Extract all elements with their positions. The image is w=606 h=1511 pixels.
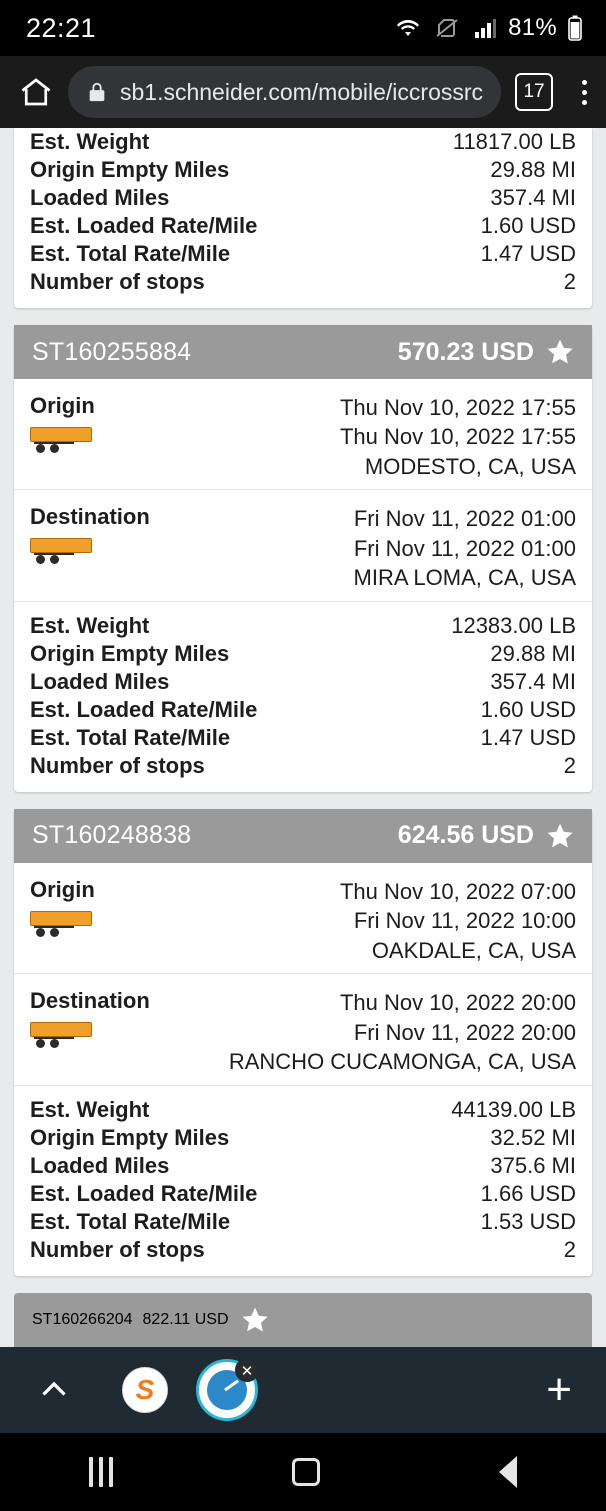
metric-value: 375.6 MI <box>490 1152 576 1178</box>
destination-time-late: Fri Nov 11, 2022 20:00 <box>353 1019 576 1045</box>
metric-row <box>14 1124 592 1152</box>
metric-row <box>14 240 592 268</box>
order-card-header[interactable] <box>14 1293 592 1347</box>
destination-location: RANCHO CUCAMONGA, CA, USA <box>228 1049 576 1075</box>
metric-label: Est. Loaded Rate/Mile <box>30 1180 258 1206</box>
metric-value: 12383.00 LB <box>451 612 576 638</box>
no-sim-icon <box>432 16 462 40</box>
metric-row <box>14 156 592 184</box>
chevron-up-icon[interactable] <box>34 1370 74 1410</box>
metric-value: 29.88 MI <box>490 157 576 182</box>
trailer-icon <box>30 427 92 453</box>
metric-value: 2 <box>563 1236 576 1262</box>
metric-label: Origin Empty Miles <box>30 157 230 182</box>
metric-value: 2 <box>563 752 576 778</box>
metric-row <box>14 696 592 724</box>
wifi-icon <box>393 16 423 40</box>
battery-percent: 81% <box>508 14 557 41</box>
destination-time-early: Fri Nov 11, 2022 01:00 <box>353 506 576 532</box>
metric-value: 44139.00 LB <box>451 1096 576 1122</box>
favorite-star-icon[interactable] <box>239 1304 271 1336</box>
metric-label: Est. Loaded Rate/Mile <box>30 696 258 722</box>
origin-left <box>30 393 210 481</box>
metric-row <box>14 640 592 668</box>
order-number: ST160255884 <box>32 337 192 366</box>
metric-label: Est. Weight <box>30 1096 150 1122</box>
order-card[interactable] <box>14 809 592 1276</box>
destination-label: Destination <box>30 988 150 1014</box>
metric-value: 357.4 MI <box>490 185 576 210</box>
page-content[interactable] <box>0 128 606 1347</box>
metric-label: Loaded Miles <box>30 668 170 694</box>
metric-row <box>14 128 592 156</box>
metric-value: 1.53 USD <box>480 1208 576 1234</box>
order-card[interactable] <box>14 325 592 792</box>
url-bar[interactable] <box>68 66 501 118</box>
order-price: 822.11 USD <box>142 1310 229 1328</box>
destination-stop <box>14 974 592 1085</box>
home-icon[interactable] <box>18 72 54 112</box>
destination-stop <box>14 490 592 601</box>
battery-icon <box>566 15 584 41</box>
metric-label: Number of stops <box>30 752 205 778</box>
destination-location: MIRA LOMA, CA, USA <box>353 565 576 591</box>
destination-details <box>210 504 576 592</box>
favorite-star-icon[interactable] <box>544 336 576 368</box>
floating-speedometer-bubble[interactable] <box>196 1359 258 1421</box>
order-number: ST160266204 <box>32 1310 133 1328</box>
order-card-header[interactable] <box>14 325 592 379</box>
metric-row <box>14 212 592 240</box>
trailer-icon <box>30 911 92 937</box>
origin-time-late: Fri Nov 11, 2022 10:00 <box>353 908 576 934</box>
origin-left <box>30 877 210 965</box>
metric-row <box>14 1152 592 1180</box>
metric-row <box>14 724 592 752</box>
origin-details <box>210 393 576 481</box>
metric-label: Est. Total Rate/Mile <box>30 241 231 266</box>
metric-value: 32.52 MI <box>490 1124 576 1150</box>
order-list <box>0 128 606 1347</box>
metric-label: Est. Total Rate/Mile <box>30 1208 231 1234</box>
status-clock: 22:21 <box>26 12 97 43</box>
order-metrics <box>14 602 592 792</box>
metric-value: 29.88 MI <box>490 640 576 666</box>
metric-row <box>14 668 592 696</box>
home-square-icon[interactable] <box>292 1458 320 1486</box>
overflow-menu-icon[interactable] <box>567 72 601 112</box>
origin-location: MODESTO, CA, USA <box>364 453 576 479</box>
origin-location: OAKDALE, CA, USA <box>371 937 576 963</box>
metric-label: Est. Weight <box>30 612 150 638</box>
lock-icon <box>86 81 108 103</box>
url-text: sb1.schneider.com/mobile/iccrossrc <box>120 78 484 105</box>
metric-row <box>14 1236 592 1264</box>
status-bar <box>0 0 606 56</box>
metric-value: 1.60 USD <box>480 696 576 722</box>
origin-stop <box>14 863 592 974</box>
metric-label: Origin Empty Miles <box>30 1124 230 1150</box>
metric-row <box>14 1180 592 1208</box>
metric-label: Est. Loaded Rate/Mile <box>30 213 258 238</box>
origin-stop <box>14 379 592 490</box>
origin-time-late: Thu Nov 10, 2022 17:55 <box>339 424 576 450</box>
schneider-app-bubble-label: S <box>135 1373 155 1405</box>
metric-label: Est. Total Rate/Mile <box>30 724 231 750</box>
origin-label: Origin <box>30 876 95 902</box>
trailer-icon <box>30 1022 92 1048</box>
metric-label: Number of stops <box>30 1236 205 1262</box>
metric-label: Origin Empty Miles <box>30 640 230 666</box>
order-card-header[interactable] <box>14 809 592 863</box>
status-indicators <box>393 14 584 42</box>
order-number: ST160248838 <box>32 821 192 850</box>
order-price: 624.56 USD <box>397 821 534 850</box>
destination-left <box>30 988 210 1076</box>
back-icon[interactable] <box>499 1456 517 1488</box>
metric-row <box>14 1208 592 1236</box>
order-metrics <box>14 1086 592 1276</box>
destination-time-early: Thu Nov 10, 2022 20:00 <box>339 990 576 1016</box>
origin-details <box>210 877 576 965</box>
origin-label: Origin <box>30 393 95 418</box>
browser-bottom-bar <box>0 1347 606 1433</box>
metric-row <box>14 1096 592 1124</box>
metric-row <box>14 612 592 640</box>
metric-value: 1.66 USD <box>480 1180 576 1206</box>
signal-icon <box>471 16 499 40</box>
metric-value: 2 <box>563 269 576 294</box>
metric-label: Loaded Miles <box>30 1152 170 1178</box>
origin-time-early: Thu Nov 10, 2022 07:00 <box>339 878 576 904</box>
recents-icon[interactable] <box>89 1457 113 1487</box>
android-nav-bar <box>0 1433 606 1511</box>
origin-time-early: Thu Nov 10, 2022 17:55 <box>339 395 576 420</box>
metric-value: 1.47 USD <box>480 724 576 750</box>
metric-label: Loaded Miles <box>30 185 170 210</box>
metric-row <box>14 184 592 212</box>
schneider-app-bubble[interactable] <box>122 1367 168 1413</box>
order-price: 570.23 USD <box>397 337 534 366</box>
order-card[interactable] <box>14 128 592 308</box>
destination-label: Destination <box>30 504 150 530</box>
trailer-icon <box>30 538 92 564</box>
add-button[interactable]: + <box>546 1364 572 1414</box>
favorite-star-icon[interactable] <box>544 820 576 852</box>
tab-count-button[interactable]: 17 <box>515 73 553 111</box>
metric-row <box>14 268 592 296</box>
metric-label: Number of stops <box>30 269 205 294</box>
metric-value: 11817.00 LB <box>452 129 576 154</box>
order-metrics <box>14 128 592 308</box>
destination-details <box>210 988 576 1076</box>
metric-value: 357.4 MI <box>490 668 576 694</box>
metric-label: Est. Weight <box>30 129 150 154</box>
destination-time-late: Fri Nov 11, 2022 01:00 <box>353 535 576 561</box>
metric-value: 1.47 USD <box>480 241 576 266</box>
browser-toolbar <box>0 56 606 128</box>
close-icon[interactable]: ✕ <box>235 1358 259 1382</box>
destination-left <box>30 504 210 592</box>
metric-value: 1.60 USD <box>480 213 576 238</box>
metric-row <box>14 752 592 780</box>
